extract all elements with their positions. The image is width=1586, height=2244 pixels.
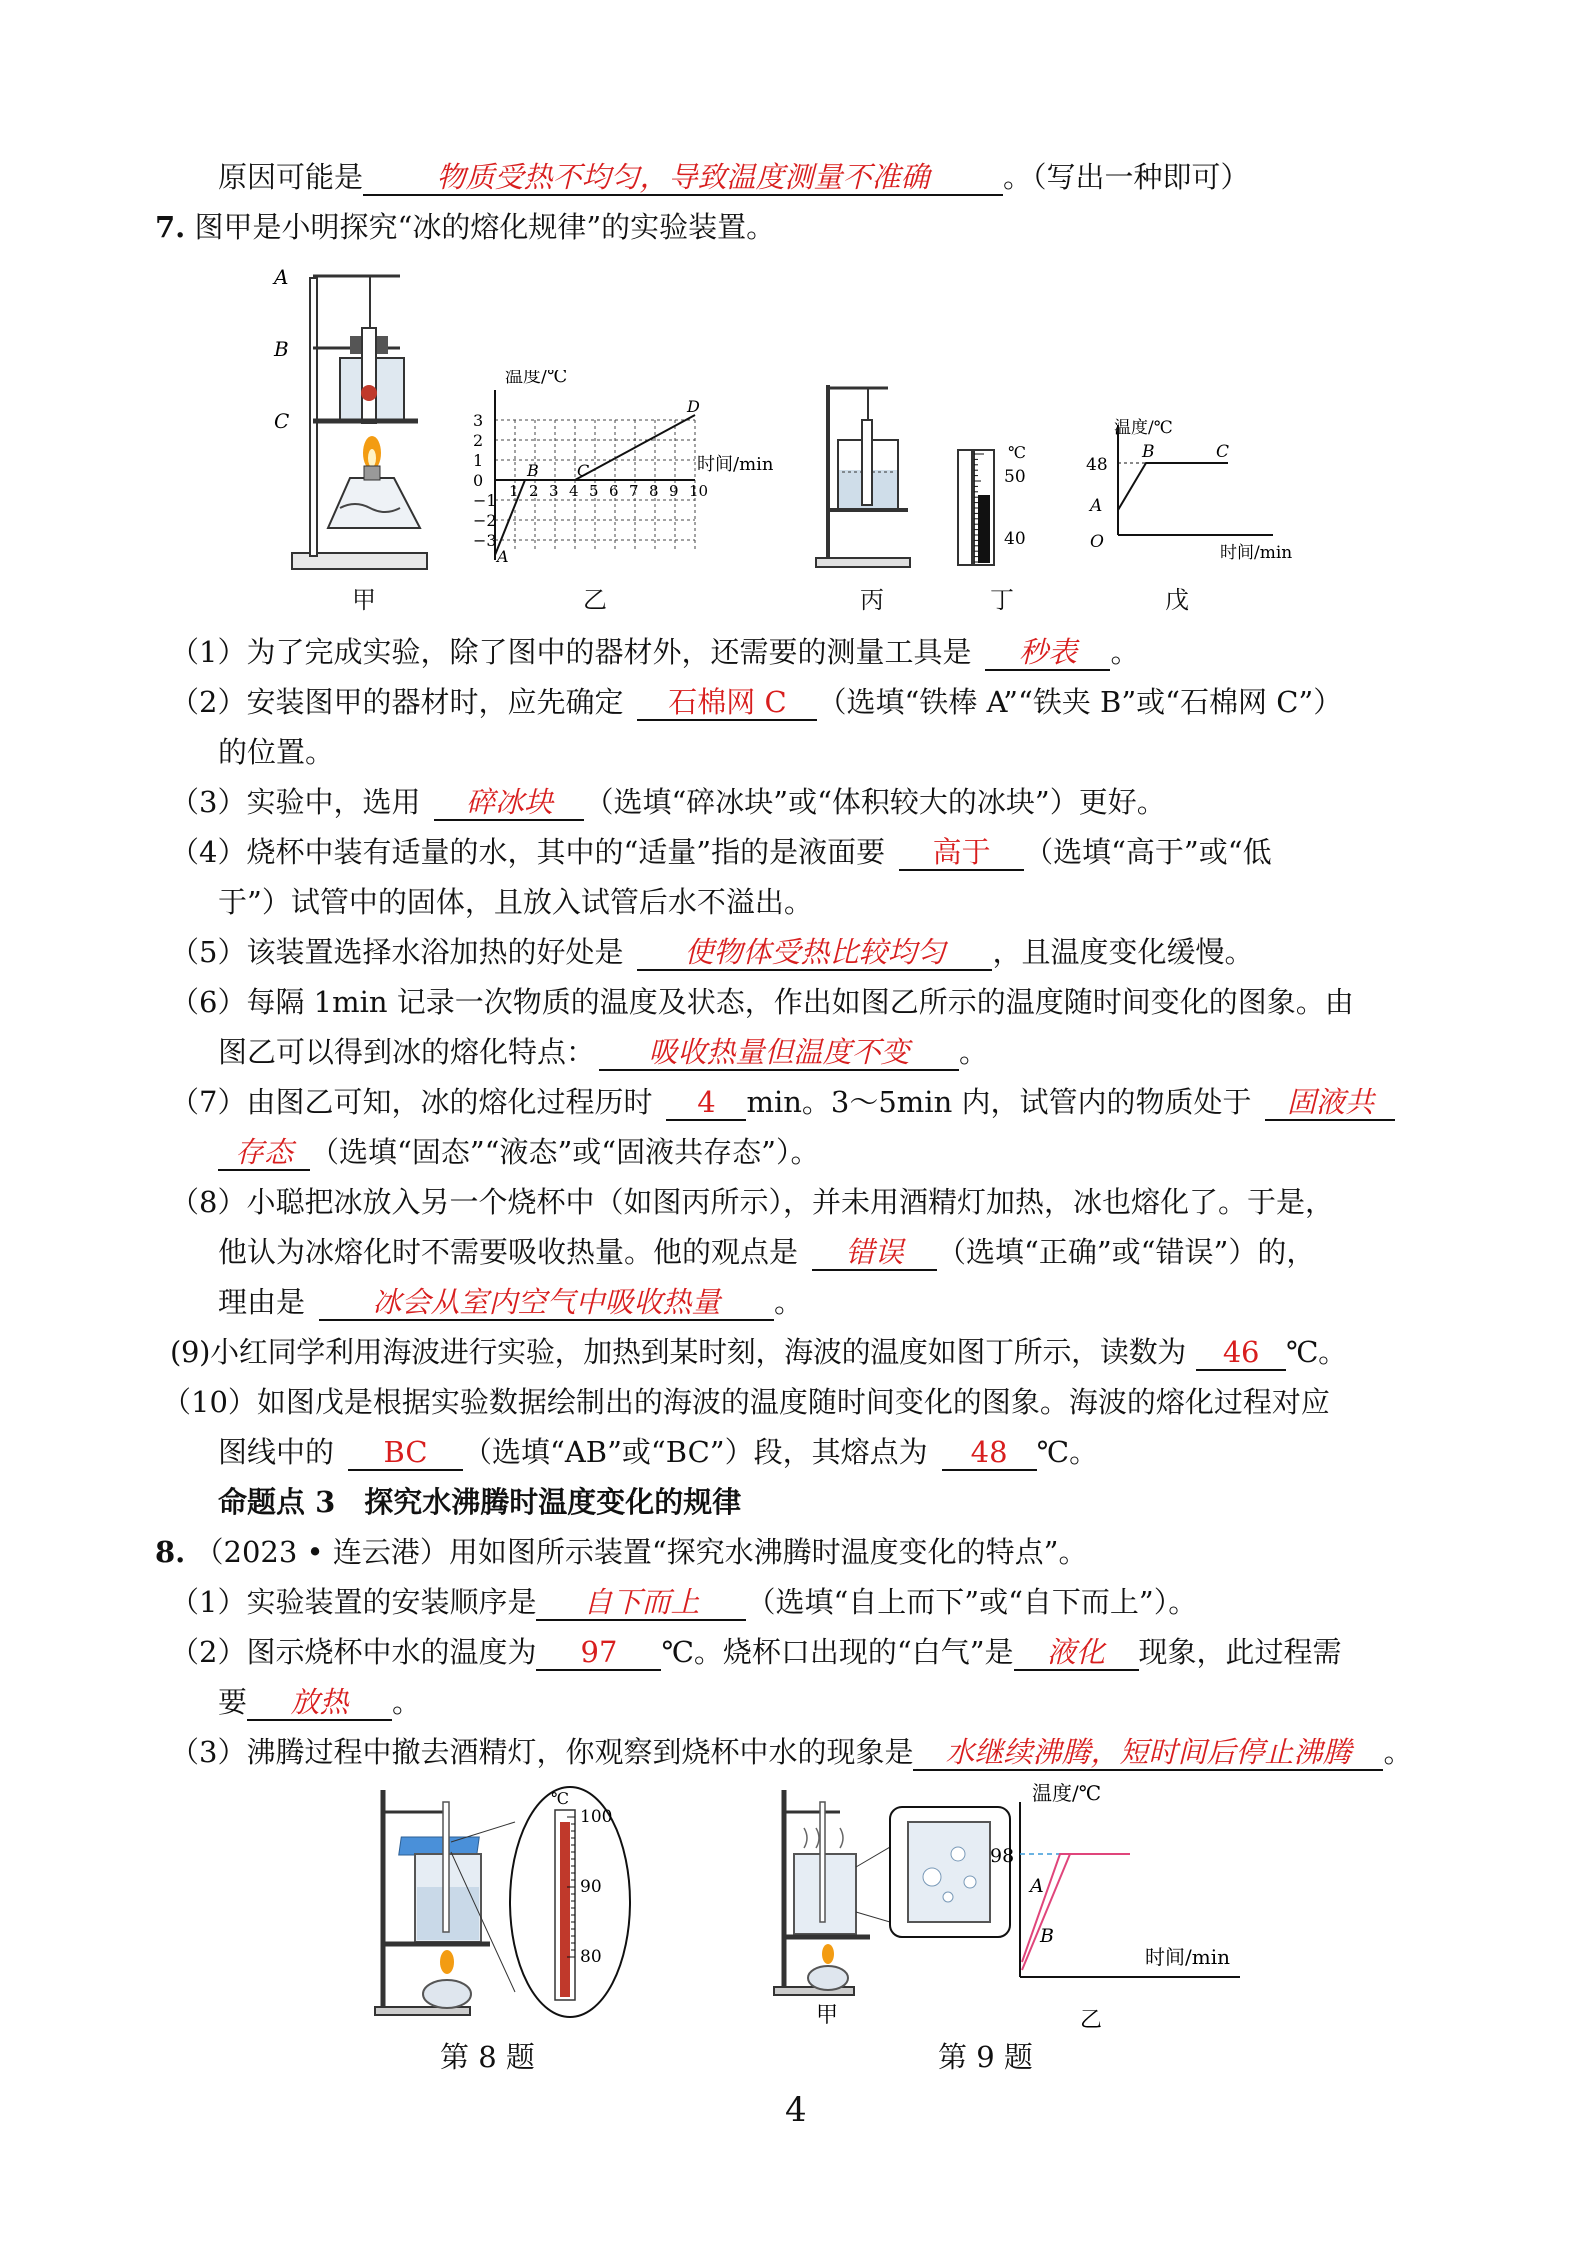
q7-item-8: （8）小聪把冰放入另一个烧杯中（如图丙所示），并未用酒精灯加热，冰也熔化了。于是， xyxy=(170,1185,1334,1219)
q6-tail-line xyxy=(218,157,1250,197)
figure-jia-apparatus xyxy=(270,268,450,618)
text: （选填“铁棒 A”“铁夹 B”或“石棉网 C”） xyxy=(817,685,1343,719)
q8-item-2 xyxy=(170,1632,1342,1672)
q9-line-b: B xyxy=(1040,1925,1054,1947)
label-c: C xyxy=(274,409,290,433)
text: （5）该装置选择水浴加热的好处是 xyxy=(170,935,624,969)
q9-jia: 甲 xyxy=(816,2003,839,2028)
q7-item-4 xyxy=(170,832,1272,872)
yi-xtick: 3 xyxy=(549,482,559,500)
page-number: 4 xyxy=(785,2090,807,2130)
text: （3）沸腾过程中撤去酒精灯，你观察到烧杯中水的现象是 xyxy=(170,1735,914,1769)
yi-xtick: 10 xyxy=(689,482,709,500)
q8-therm-100: 100 xyxy=(580,1807,613,1827)
yi-point-b: B xyxy=(527,461,539,480)
text: （选填“高于”或“低 xyxy=(1024,835,1272,869)
q7-item-8-cont2 xyxy=(218,1282,803,1322)
q9-ylabel: 温度/℃ xyxy=(1032,1782,1102,1805)
q7-item-7-cont xyxy=(218,1132,819,1172)
question-number: 8. xyxy=(155,1535,186,1569)
text: （1）实验装置的安装顺序是 xyxy=(170,1585,537,1619)
answer-blank: 吸收热量但温度不变 xyxy=(599,1035,959,1071)
text: （4）烧杯中装有适量的水，其中的“适量”指的是液面要 xyxy=(170,835,886,869)
yi-xlabel: 时间/min xyxy=(697,454,774,475)
answer-blank: 存态 xyxy=(218,1135,310,1171)
text: 图线中的 xyxy=(218,1435,335,1469)
yi-xtick: 9 xyxy=(669,482,679,500)
figure-bing-apparatus xyxy=(808,380,918,570)
text: （1）为了完成实验，除了图中的器材外，还需要的测量工具是 xyxy=(170,635,972,669)
figure-wu-graph xyxy=(1078,415,1318,565)
yi-xtick: 7 xyxy=(629,482,639,500)
q7-item-8-cont xyxy=(218,1232,1315,1272)
text: 。 xyxy=(392,1685,422,1719)
answer-blank: 液化 xyxy=(1014,1635,1139,1671)
answer-blank: 固液共 xyxy=(1265,1085,1395,1121)
text: （2）图示烧杯中水的温度为 xyxy=(170,1635,537,1669)
ding-tick-50: 50 xyxy=(1004,467,1026,487)
yi-xtick: 4 xyxy=(569,482,579,500)
yi-ytick: 0 xyxy=(473,471,484,490)
q8-stem xyxy=(155,1532,1088,1572)
text: （3）实验中，选用 xyxy=(170,785,421,819)
answer-blank: 高于 xyxy=(899,835,1024,871)
yi-xtick: 1 xyxy=(509,482,519,500)
wu-ylabel: 温度/℃ xyxy=(1114,418,1173,438)
figure-yi-graph xyxy=(465,370,795,570)
text: (9)小红同学利用海波进行实验，加热到某时刻，海波的温度如图丁所示，读数为 xyxy=(170,1335,1186,1369)
answer-blank: 使物体受热比较均匀 xyxy=(637,935,992,971)
q7-item-2-cont: 的位置。 xyxy=(218,735,335,769)
text: （选填“自上而下”或“自下而上”）。 xyxy=(746,1585,1198,1619)
q7-item-10-cont xyxy=(218,1432,1098,1472)
text: 要 xyxy=(218,1685,248,1719)
text: ℃。烧杯口出现的“白气”是 xyxy=(661,1635,1014,1669)
answer-blank: 水继续沸腾，短时间后停止沸腾 xyxy=(913,1735,1383,1771)
q8-item-3 xyxy=(170,1732,1412,1772)
q8-item-2-cont xyxy=(218,1682,421,1722)
wu-ytick: 48 xyxy=(1086,455,1108,475)
q7-item-7 xyxy=(170,1082,1395,1122)
answer-blank: 48 xyxy=(942,1435,1037,1471)
yi-ytick: −3 xyxy=(473,531,497,550)
q7-stem xyxy=(155,207,775,247)
answer-blank: 放热 xyxy=(247,1685,392,1721)
text: 原因可能是 xyxy=(218,160,364,194)
q9-yi: 乙 xyxy=(1080,2008,1103,2032)
answer-blank: 97 xyxy=(536,1635,661,1671)
answer-blank: BC xyxy=(348,1435,463,1471)
text: 。 xyxy=(774,1285,804,1319)
text: 他认为冰熔化时不需要吸收热量。他的观点是 xyxy=(218,1235,799,1269)
text: 。 xyxy=(959,1035,989,1069)
yi-point-a: A xyxy=(497,547,509,566)
label-b: B xyxy=(274,337,289,361)
answer-blank: 4 xyxy=(666,1085,746,1121)
answer-blank: 错误 xyxy=(812,1235,937,1271)
text: ，且温度变化缓慢。 xyxy=(992,935,1254,969)
question-number: 7. xyxy=(155,210,186,244)
q8-therm-80: 80 xyxy=(580,1947,602,1967)
q9-xlabel: 时间/min xyxy=(1145,1945,1230,1969)
text: （7）由图乙可知，冰的熔化过程历时 xyxy=(170,1085,653,1119)
wu-xlabel: 时间/min xyxy=(1220,543,1293,563)
text: （选填“正确”或“错误”）的， xyxy=(937,1235,1316,1269)
yi-ytick: −1 xyxy=(473,491,497,510)
answer-blank: 自下而上 xyxy=(536,1585,746,1621)
q7-item-5 xyxy=(170,932,1253,972)
caption-q8: 第 8 题 xyxy=(440,2040,535,2074)
answer-blank: 物质受热不均匀，导致温度测量不准确 xyxy=(363,160,1003,196)
q7-item-6: （6）每隔 1min 记录一次物质的温度及状态，作出如图乙所示的温度随时间变化的图象。由 xyxy=(170,985,1354,1019)
caption-q9: 第 9 题 xyxy=(938,2040,1033,2074)
yi-ytick: 1 xyxy=(473,451,484,470)
question-stem: 图甲是小明探究“冰的熔化规律”的实验装置。 xyxy=(194,210,776,244)
yi-ytick: 3 xyxy=(473,411,484,430)
wu-point-a: A xyxy=(1090,496,1103,516)
q7-item-3 xyxy=(170,782,1166,822)
yi-ylabel: 温度/℃ xyxy=(505,370,568,387)
text: 理由是 xyxy=(218,1285,306,1319)
answer-blank: 46 xyxy=(1196,1335,1286,1371)
caption-wu: 戊 xyxy=(1165,586,1189,614)
text: min。3～5min 内，试管内的物质处于 xyxy=(746,1085,1252,1119)
text: 现象，此过程需 xyxy=(1138,1635,1342,1669)
text: 。（写出一种即可） xyxy=(1003,160,1250,194)
text: 。 xyxy=(1383,1735,1413,1769)
answer-blank: 石棉网 C xyxy=(637,685,817,721)
q7-item-9 xyxy=(170,1332,1347,1372)
caption-yi: 乙 xyxy=(583,586,607,614)
q7-item-10: （10）如图戊是根据实验数据绘制出的海波的温度随时间变化的图象。海波的熔化过程对应 xyxy=(162,1385,1330,1419)
caption-jia: 甲 xyxy=(352,586,376,614)
figure-q9 xyxy=(770,1782,1250,2032)
q7-item-1 xyxy=(170,632,1139,672)
text: （选填“AB”或“BC”）段，其熔点为 xyxy=(463,1435,928,1469)
text: （2）安装图甲的器材时，应先确定 xyxy=(170,685,624,719)
answer-blank: 冰会从室内空气中吸收热量 xyxy=(319,1285,774,1321)
wu-origin: O xyxy=(1090,532,1104,552)
ding-tick-40: 40 xyxy=(1004,529,1026,549)
wu-point-c: C xyxy=(1216,442,1230,462)
yi-xtick: 8 xyxy=(649,482,659,500)
text: 图乙可以得到冰的熔化特点： xyxy=(218,1035,596,1069)
figure-ding-thermometer xyxy=(950,440,1040,570)
q9-line-a: A xyxy=(1030,1875,1044,1897)
yi-xtick: 6 xyxy=(609,482,619,500)
text: ℃。 xyxy=(1036,1435,1099,1469)
figure-q8 xyxy=(355,1782,665,2022)
q9-ytick-98: 98 xyxy=(990,1845,1015,1867)
yi-point-d: D xyxy=(687,397,700,416)
caption-ding: 丁 xyxy=(990,586,1014,614)
q8-therm-unit: ℃ xyxy=(551,1789,569,1808)
yi-xtick: 5 xyxy=(589,482,599,500)
text: ℃。 xyxy=(1285,1335,1347,1369)
text: （选填“固态”“液态”或“固液共存态”）。 xyxy=(310,1135,820,1169)
q7-item-6-cont xyxy=(218,1032,988,1072)
q7-item-2 xyxy=(170,682,1342,722)
ding-unit: ℃ xyxy=(1008,443,1026,462)
caption-bing: 丙 xyxy=(860,586,884,614)
label-a: A xyxy=(274,268,289,289)
section-heading: 命题点 3 探究水沸腾时温度变化的规律 xyxy=(218,1485,742,1519)
q7-item-4-cont: 于”）试管中的固体，且放入试管后水不溢出。 xyxy=(218,885,813,919)
answer-blank: 秒表 xyxy=(985,635,1110,671)
yi-ytick: 2 xyxy=(473,431,484,450)
wu-point-b: B xyxy=(1142,442,1155,462)
q8-therm-90: 90 xyxy=(580,1877,602,1897)
question-stem: （2023 • 连云港）用如图所示装置“探究水沸腾时温度变化的特点”。 xyxy=(194,1535,1088,1569)
yi-xtick: 2 xyxy=(529,482,539,500)
text: （选填“碎冰块”或“体积较大的冰块”）更好。 xyxy=(584,785,1166,819)
text: 。 xyxy=(1110,635,1140,669)
yi-point-c: C xyxy=(577,461,590,480)
yi-ytick: −2 xyxy=(473,511,497,530)
answer-blank: 碎冰块 xyxy=(434,785,584,821)
q8-item-1 xyxy=(170,1582,1197,1622)
